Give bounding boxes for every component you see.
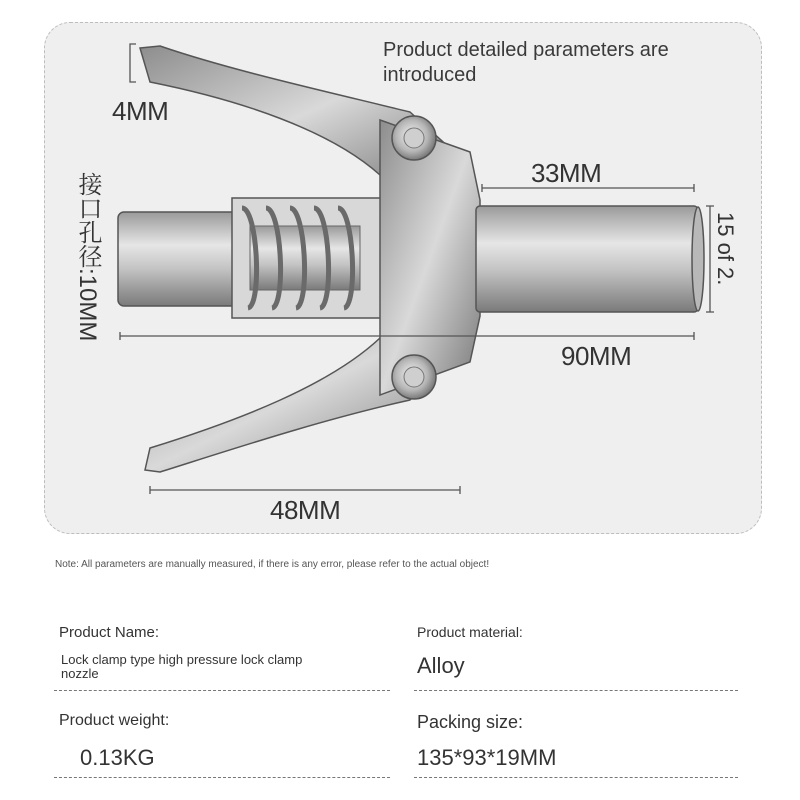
- jaw-span-line: [150, 486, 460, 494]
- coupler-body: [380, 120, 480, 395]
- row-divider-left-2: [54, 777, 390, 778]
- product-name-label: Product Name:: [59, 624, 160, 641]
- row-divider-right-2: [414, 777, 738, 778]
- outlet-tube: [476, 206, 698, 312]
- hex-nut: [118, 212, 238, 306]
- row-divider-right-1: [414, 690, 738, 691]
- packing-size-label: Packing size:: [417, 712, 524, 732]
- product-weight-label: Product weight:: [59, 712, 170, 729]
- intro-text: Product detailed parameters are introduced: [383, 39, 669, 86]
- jaw-span-label: 48MM: [270, 495, 341, 525]
- overall-length-label: 90MM: [561, 341, 632, 371]
- tube-diameter-label: 15 of 2.: [713, 212, 738, 286]
- measurement-note: Note: All parameters are manually measured, if there is any error, please refer to the actual object!: [55, 559, 490, 570]
- jaw-thickness-label: 4MM: [112, 96, 169, 126]
- jaw-thickness-bracket: [130, 44, 136, 82]
- product-material-label: Product material:: [417, 624, 523, 640]
- product-weight-value: 0.13KG: [80, 745, 155, 770]
- bore-diameter-label: 接口孔径:10MM: [74, 172, 101, 342]
- row-divider-left-1: [54, 690, 390, 691]
- tube-length-label: 33MM: [531, 158, 602, 188]
- product-name-value: Lock clamp type high pressure lock clamp nozzle: [61, 652, 303, 681]
- packing-size-value: 135*93*19MM: [417, 745, 557, 770]
- product-material-value: Alloy: [417, 653, 465, 678]
